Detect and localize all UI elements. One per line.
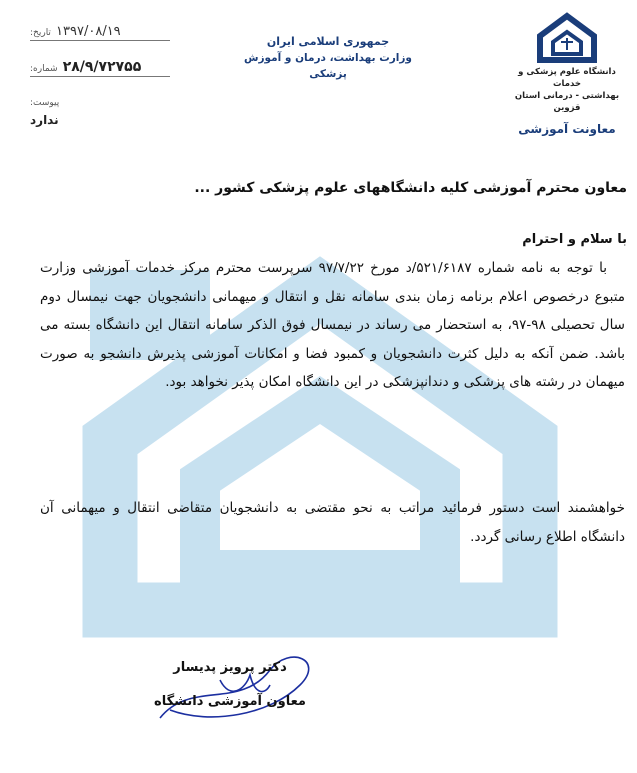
signatory-title: معاون آموزشی دانشگاه	[154, 694, 306, 709]
government-heading	[228, 34, 428, 82]
attachment-value: ندارد	[30, 113, 59, 127]
department-name: معاونت آموزشی	[518, 122, 616, 136]
paragraph-2: خواهشمند است دستور فرمائید مراتب به نحو مقتضی به دانشجویان متقاضی انتقال و میهمانی آن دانشگاه اطلاع رسانی گردد.	[40, 500, 625, 545]
meta-date	[30, 20, 190, 39]
divider	[30, 76, 170, 77]
date-value: ۱۳۹۷/۰۸/۱۹	[56, 24, 121, 39]
gov-line2: وزارت بهداشت، درمان و آموزش پزشکی	[244, 52, 412, 80]
paragraph-1: با توجه به نامه شماره ۵۲۱/۶۱۸۷/د مورخ ۹۷/۷/۲۲ سرپرست محترم مرکز خدمات آموزشی وزارت متبوع درخصوص اعلام برنامه زمان بندی سامانه نقل و انتقال و میهمانی دانشجویان جهت نیمسال دوم سال تحصیلی ۹۸-۹۷، به استحضار می رساند در نیمسال فوق الذکر سامانه انتقال این دانشگاه بسته می باشد. ضمن آنکه به دلیل کثرت دانشجویان و کمبود فضا و امکانات آموزشی پذیرش دانشجو به صورت میهمان در رشته های پزشکی و دندانپزشکی در این دانشگاه امکان پذیر نخواهد بود.	[40, 260, 625, 390]
university-logo-block	[511, 12, 623, 136]
ministry-emblem-icon	[536, 12, 598, 64]
meta-number	[30, 56, 190, 75]
university-name: دانشگاه علوم پزشکی و خدمات	[518, 67, 616, 89]
number-value: ۲۸/۹/۷۲۷۵۵	[62, 59, 142, 75]
number-label: شماره:	[30, 64, 58, 74]
recipient-line: معاون محترم آموزشی کلیه دانشگاههای علوم پزشکی کشور ...	[194, 180, 627, 196]
gov-line1: جمهوری اسلامی ایران	[266, 35, 390, 48]
university-sub: بهداشتی - درمانی استان قزوین	[514, 91, 620, 113]
handwritten-signature-icon	[150, 640, 330, 730]
attachment-label: پیوست:	[30, 98, 60, 108]
divider	[30, 40, 170, 41]
date-label: تاریخ:	[30, 28, 51, 38]
meta-attachment	[30, 90, 190, 128]
signatory-name: دکتر پرویز پدیسار	[173, 660, 287, 675]
greeting: با سلام و احترام	[522, 232, 627, 247]
